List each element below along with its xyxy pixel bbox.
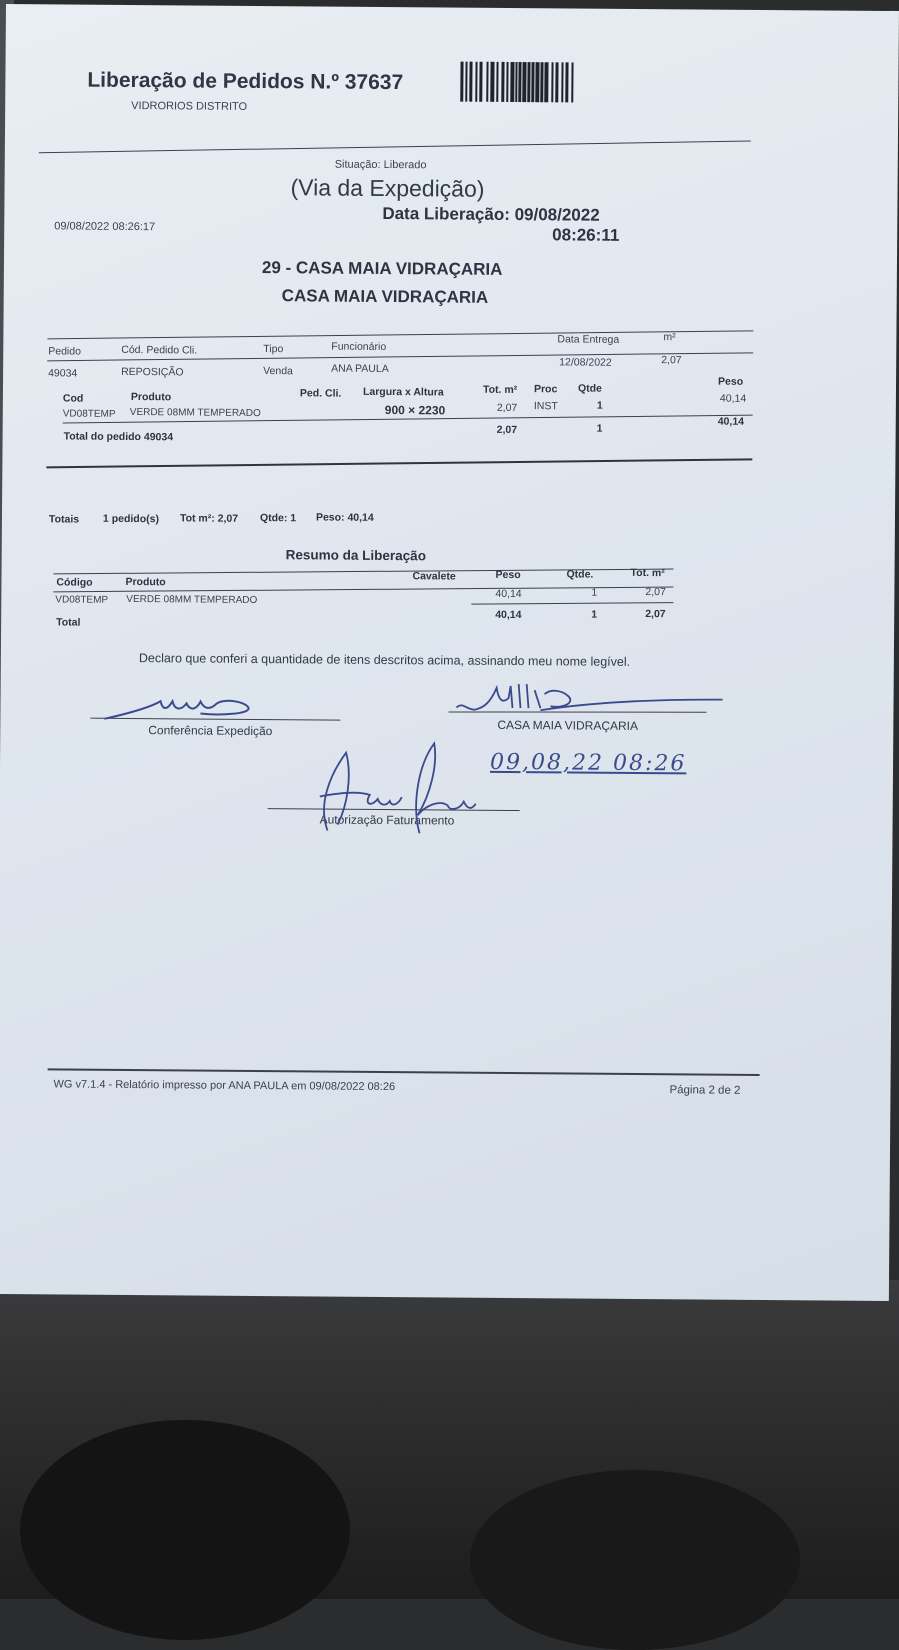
item-col-proc: Proc (533, 383, 558, 396)
customer-signature-label: CASA MAIA VIDRAÇARIA (497, 717, 639, 733)
item-col-peso: Peso (718, 375, 744, 388)
shoe-shadow-right (470, 1470, 800, 1650)
item-produto-value: VERDE 08MM TEMPERADO (129, 406, 261, 420)
item-col-cod: Cod (62, 392, 84, 405)
item-dimensions-value: 900 × 2230 (384, 402, 446, 418)
customer-signature (450, 680, 730, 722)
header-divider (39, 140, 751, 153)
barcode (460, 62, 588, 103)
col-cod-pedido-cli: Cód. Pedido Cli. (121, 343, 198, 357)
background-floor (0, 1280, 899, 1599)
col-data-entrega: Data Entrega (557, 333, 620, 346)
item-peso-value: 40,14 (719, 392, 747, 405)
item-tot-m2-value: 2,07 (496, 401, 518, 415)
shoe-shadow-left (20, 1420, 350, 1640)
order-cod-cli-value: REPOSIÇÃO (121, 365, 184, 379)
summary-col-codigo: Código (56, 576, 93, 589)
summary-peso-value: 40,14 (495, 587, 522, 601)
autorizacao-label: Autorização Faturamento (319, 812, 455, 828)
footer-page-number: Página 2 de 2 (669, 1084, 741, 1097)
declaration-text: Declaro que conferi a quantidade de itens descritos acima, assinando meu nome legível. (138, 651, 631, 669)
order-table-bottom-rule (46, 458, 752, 468)
conferencia-label: Conferência Expedição (148, 723, 273, 739)
summary-col-cavalete: Cavalete (412, 570, 456, 583)
summary-total-label: Total (56, 616, 81, 629)
totals-label: Totais (48, 513, 80, 526)
release-time: 08:26:11 (552, 225, 620, 245)
summary-col-tot-m2: Tot. m² (630, 566, 665, 580)
order-funcionario-value: ANA PAULA (331, 362, 389, 376)
summary-tot-m2-value: 2,07 (645, 586, 666, 599)
summary-produto-value: VERDE 08MM TEMPERADO (126, 593, 258, 606)
summary-total-peso: 40,14 (495, 608, 522, 622)
item-col-produto: Produto (130, 390, 172, 404)
summary-total-qtde: 1 (591, 608, 598, 621)
order-tipo-value: Venda (263, 365, 293, 378)
item-col-qtde: Qtde (577, 382, 602, 395)
summary-col-peso: Peso (495, 568, 521, 582)
footer-rule (48, 1068, 760, 1076)
totals-m2: Tot m²: 2,07 (179, 512, 239, 525)
order-table-top-rule (47, 330, 753, 339)
order-data-entrega-value: 12/08/2022 (559, 356, 612, 369)
footer-printed-by: WG v7.1.4 - Relatório impresso por ANA PAULA em 09/08/2022 08:26 (53, 1078, 396, 1094)
order-total-m2: 2,07 (496, 423, 518, 437)
conferencia-signature (100, 691, 260, 726)
col-tipo: Tipo (263, 343, 284, 356)
summary-col-produto: Produto (125, 575, 166, 589)
totals-qtde: Qtde: 1 (259, 512, 297, 525)
summary-total-rule (471, 602, 673, 605)
totals-peso: Peso: 40,14 (315, 511, 374, 524)
col-pedido: Pedido (48, 345, 82, 358)
customer-company: CASA MAIA VIDRAÇARIA (281, 286, 489, 307)
col-funcionario: Funcionário (331, 340, 387, 353)
situation-label: Situação: Liberado (334, 158, 427, 172)
item-col-tot-m2: Tot. m² (482, 383, 518, 397)
item-cod-value: VD08TEMP (62, 408, 116, 420)
summary-total-tot-m2: 2,07 (645, 608, 666, 621)
item-col-largura-altura: Largura x Altura (362, 385, 444, 399)
order-total-qtde: 1 (596, 422, 603, 435)
customer-name: 29 - CASA MAIA VIDRAÇARIA (261, 258, 503, 279)
copy-label: (Via da Expedição) (290, 174, 485, 202)
print-datetime: 09/08/2022 08:26:17 (54, 220, 156, 234)
autorizacao-signature (299, 734, 480, 845)
summary-col-qtde: Qtde. (566, 568, 594, 581)
order-total-peso: 40,14 (717, 415, 745, 428)
handwritten-date: 09,08,22 08:26 (489, 749, 687, 777)
item-qtde-value: 1 (596, 399, 603, 412)
summary-qtde-value: 1 (591, 586, 598, 599)
summary-codigo-value: VD08TEMP (55, 594, 109, 606)
order-m2-value: 2,07 (661, 354, 682, 367)
summary-title: Resumo da Liberação (285, 547, 427, 564)
release-date: Data Liberação: 09/08/2022 (382, 203, 600, 225)
order-pedido-value: 49034 (48, 367, 78, 380)
order-total-label: Total do pedido 49034 (63, 430, 174, 444)
col-m2: m² (663, 331, 676, 344)
item-col-ped-cli: Ped. Cli. (299, 387, 342, 400)
page-title: Liberação de Pedidos N.º 37637 (87, 68, 404, 95)
company-name: VIDRORIOS DISTRITO (131, 99, 248, 113)
totals-pedidos: 1 pedido(s) (102, 512, 160, 526)
document-page (0, 4, 899, 1301)
item-proc-value: INST (533, 400, 558, 413)
